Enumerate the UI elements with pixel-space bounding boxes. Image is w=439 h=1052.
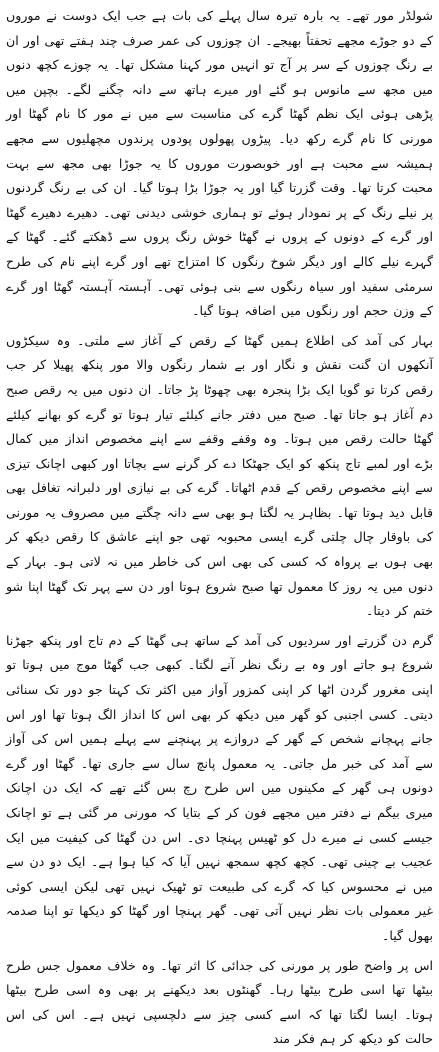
paragraph-4: اس پر واضح طور پر مورنی کی جدائی کا اثر تھا۔ وہ خلاف معمول جس طرح بیٹھا تھا اسی طرح بیٹھا رہا۔ گھنٹوں بعد دیکھنے پر بھی وہ اسی طرح بیٹھا ہوتا۔ ایسا لگتا تھا کہ اسے کسی چیز سے دلچسپی نہیں ہے۔ اس کی اس حالت کو دیکھ کر ہم فکر مند	[6, 957, 433, 1047]
paragraph-3: گرم دن گزرتے اور سردیوں کی آمد کے ساتھ ہی گھٹا کے دم تاج اور پنکھ جھڑنا شروع ہو جاتے اور وہ بے رنگ نظر آنے لگتا۔ کبھی جب گھٹا موج میں ہوتا تو اپنی مغرور گردن اٹھا کر اپنی کمزور آواز میں اکثر تک کہتا جو دور تک سنائی دیتی۔ کسی اجنبی کو گھر میں دیکھ کر بھی اس کا انداز الگ ہوتا تھا اور اس جانے پہچانے شخص کے گھر کے دروازے پر پہنچنے سے پہلے ہمیں اس کی آواز سے آمد کی خبر مل جاتی۔ یہ معمول پانچ سال سے جاری تھا۔ گھٹا اور گرے دونوں ہی گھر کے مکینوں میں اس طرح رچ بس گئے تھے کہ ایک دن اچانک میری بیگم نے دفتر میں مجھے فون کر کے بتایا کہ مورنی مر گئی ہے تو اچانک جیسے کسی نے میرے دل کو ٹھیس پہنچا دی۔ اس دن گھٹا کی کیفیت میں ایک عجیب بے چینی تھی۔ کچھ کچھ سمجھ نہیں آیا کہ کیا ہوا ہے۔ ایک دو دن سے میں نے محسوس کیا کہ گرے کی طبیعت تو ٹھیک نہیں تھی لیکن ایسی کوئی غیر معمولی بات نظر نہیں آتی تھی۔ گھر پہنچا اور گھٹا کو دیکھا تو اپنا صدمہ بھول گیا۔	[6, 632, 433, 943]
paragraph-1: شولڈر مور تھے۔ یہ بارہ تیرہ سال پہلے کی بات ہے جب ایک دوست نے موروں کے دو جوڑے مجھے تحفتاً بھیجے۔ ان چوزوں کی عمر صرف چند ہفتے تھی اور ان بے رنگ چوزوں کے سر پر آج تو انہیں مور کہنا مشکل تھا۔ یہ چوزے کچھ دنوں میں مجھ سے مانوس ہو گئے اور میرے ہاتھ سے دانہ چگنے لگے۔ بچپن میں پڑھی ہوئی ایک نظم گھٹا گرے کی مناسبت سے میں نے مور کا نام گھٹا اور مورنی کا نام گرے رکھ دیا۔ پیڑوں پھولوں پودوں پرندوں مچھلیوں سے مجھے ہمیشہ سے محبت ہے اور خوبصورت موروں کا یہ جوڑا بھی مجھ سے بہت محبت کرتا تھا۔ وقت گزرتا گیا اور یہ جوڑا بڑا ہوتا گیا۔ ان کی بے رنگ گردنوں پر نیلے رنگ کے پر نمودار ہوئے تو ہماری خوشی دیدنی تھی۔ دھیرے دھیرے گھٹا اور گرے کے دونوں کے پروں نے گھٹا خوش رنگ پروں سے ڈھکتے گئے۔ گھٹا کے گہرے نیلے کالے اور دیگر شوخ رنگوں کا امتزاج تھے اور گرے اپنے نام کی طرح سرمئی سفید اور سیاہ رنگوں سے بنی ہوئی تھی۔ آہستہ آہستہ گھٹا اور گرے کے وزن حجم اور رنگوں میں اضافہ ہوتا گیا۔	[6, 8, 433, 319]
paragraph-2: بہار کی آمد کی اطلاع ہمیں گھٹا کے رقص کے آغاز سے ملتی۔ وہ سیکڑوں آنکھوں ان گنت نقش و نگار اور بے شمار رنگوں والا مور پنکھ پھیلا کر جب رقص کرتا تو گویا ایک بڑا پنجرہ بھی چھوٹا پڑ جاتا۔ ان دنوں میں یہ رقص صبح دم آغاز ہو جاتا تھا۔ صبح میں دفتر جانے کیلئے تیار ہوتا تو گرے کو بھانے کیلئے گھٹا حالت رقص میں ہوتا۔ وہ وقفے وقفے سے اپنے مخصوص انداز میں کمال بڑے اور لمبے تاج پنکھ کو ایک جھٹکا دے کر گرنے سے بچاتا اور کبھی اچانک تیزی سے اپنے مخصوص رقص کے قدم اٹھاتا۔ گرے کی بے نیازی اور دلبرانہ تغافل بھی قابل دید ہوتا تھا۔ بظاہر یہ لگتا ہو بھی سے دانہ چگتے میں مصروف یہ مورنی کی باوقار چال چلتی گرے ایسی محبوبہ تھی جو اپنے عاشق کا رقص دیکھ کر بھی ہوں بے پرواہ کہ کسی کی بھی اس کی خاطر میں نہ لاتی ہو۔ بہار کے دنوں میں یہ روز کا معمول تھا صبح شروع ہوتا اور دن سے پہر تک گھٹا اپنا شو ختم کر دیتا۔	[6, 332, 433, 619]
article-page	[6, 4, 433, 1047]
